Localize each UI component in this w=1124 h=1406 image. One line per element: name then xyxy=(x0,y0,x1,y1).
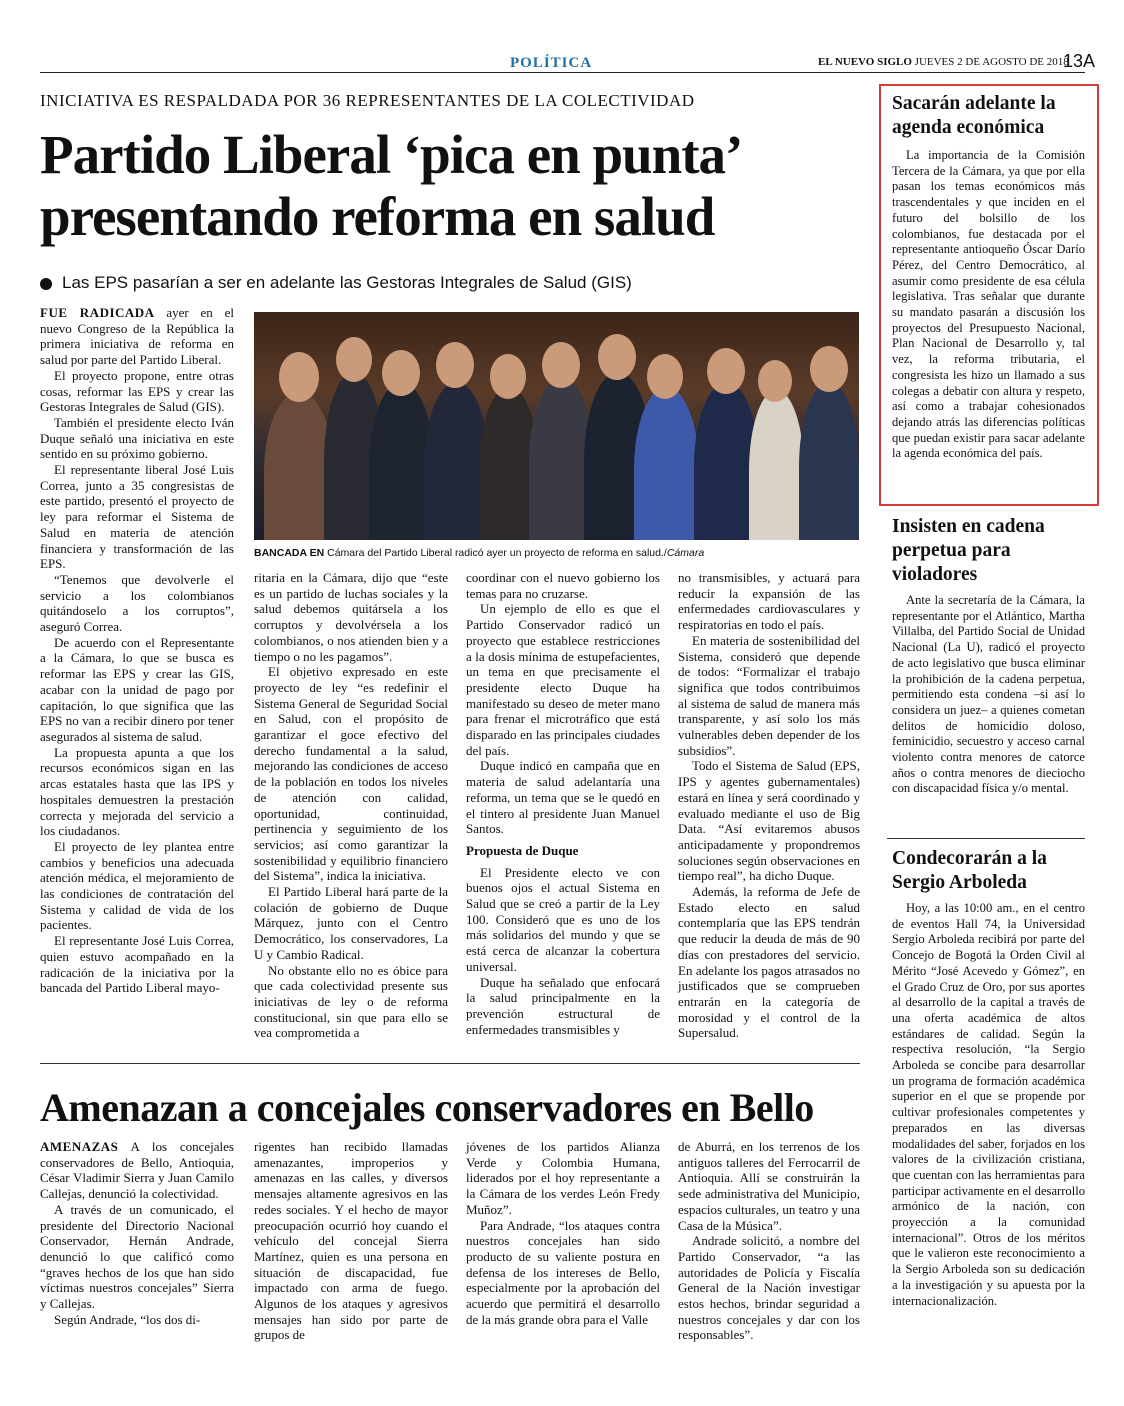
paragraph: El representante José Luis Correa, quien estuvo acompañado en la radicación de la iniciativa por la bancada del Partido Liberal mayo- xyxy=(40,933,234,996)
photo-caption xyxy=(254,547,704,559)
caption-lead: BANCADA EN xyxy=(254,547,325,559)
bello-column-2 xyxy=(254,1139,448,1343)
main-column-4 xyxy=(678,570,860,1041)
paragraph: El objetivo expresado en este proyecto de ley “es redefinir el Sistema General de Seguridad Social en Salud, con el propósito de garantizar el goce efectivo del derecho fundamental a la salud, mejorando las condiciones de acceso de la población en todos los niveles de atención con calidad, oportunidad, continuidad, pertinencia y seguimiento de los servicios; así como garantizar la sostenibilidad y equilibrio financiero del Sistema”, indica la iniciativa. xyxy=(254,664,448,884)
section-subhead: Propuesta de Duque xyxy=(466,842,579,858)
bello-column-1 xyxy=(40,1139,234,1327)
paragraph: Para Andrade, “los ataques contra nuestros concejales han sido producto de su valiente postura en defensa de los intereses de Bello, especialmente por la aprobación del acuerdo que permitirá el desarrollo de la más grande obra para el Valle xyxy=(466,1217,660,1327)
lead-in: FUE RADICADA xyxy=(40,305,155,320)
main-column-2 xyxy=(254,570,448,1041)
paragraph: FUE RADICADA ayer en el nuevo Congreso de la República la primera iniciativa de reforma en salud por parte del Partido Liberal. xyxy=(40,305,234,368)
paragraph: Según Andrade, “los dos di- xyxy=(54,1311,201,1327)
paragraph: También el presidente electo Iván Duque señaló una iniciativa en este sentido en su próximo gobierno. xyxy=(40,414,234,462)
caption-credit: Cámara xyxy=(666,547,705,559)
header-rule xyxy=(40,72,1085,73)
subhead-text: Las EPS pasarían a ser en adelante las Gestoras Integrales de Salud (GIS) xyxy=(62,273,632,292)
paragraph: El representante liberal José Luis Correa, junto a 35 congresistas de este partido, presentó el proyecto de ley para reformar el Sistema de Salud en materia de atención financiera y transformación de las EPS. xyxy=(40,462,234,572)
paragraph: No obstante ello no es óbice para que cada colectividad presente sus iniciativas de ley o de reforma constitucional, sin que para ello se vea comprometida a xyxy=(254,962,448,1041)
paragraph: Todo el Sistema de Salud (EPS, IPS y agentes gubernamentales) estará en línea y será coordinado y evaluado mediante el uso de Big Data. “Así evitaremos abusos anticipadamente y propondremos soluciones según observaciones en tiempo real”, ha dicho Duque. xyxy=(678,758,860,884)
article-headline: Partido Liberal ‘pica en punta’ presentando reforma en salud xyxy=(40,124,739,247)
main-column-1 xyxy=(40,305,234,996)
paragraph: El Partido Liberal hará parte de la colación de gobierno de Duque Márquez, junto con el Centro Democrático, los conservadores, La U y Cambio Radical. xyxy=(254,884,448,962)
paragraph: En materia de sostenibilidad del Sistema, consideró que depende de todos: “Formalizar el trabajo significa que todos contribuimos al sistema de salud de manera más transparente, y así solo los más vulnerables deben depender de los subsidios”. xyxy=(678,632,860,758)
paragraph: Además, la reforma de Jefe de Estado electo en salud contemplaría que las EPS tendrán que reducir la deuda de más de 90 días con prestadores del servicio. En adelante los pagos atrasados no justificados que se comprueben entrarán en la categoría de morosidad y el control de la Supersalud. xyxy=(678,884,860,1041)
sidebar-text-3: Hoy, a las 10:00 am., en el centro de eventos Hall 74, la Universidad Sergio Arboleda recibirá por parte del Concejo de Bogotá la Orden Civil al Mérito “José Acevedo y Gómez”, en el Grado Cruz de Oro, por sus aportes al desarrollo de la capital a través de una oferta académica de altos estándares de calidad. Según la respectiva resolución, “la Sergio Arboleda se concibe para desarrollar un programa de formación académica superior en el que se propende por cultivar profesionales competentes y preparados en las diversas modalidades del saber, forjados en los valores de la civilización cristiana, que cuentan con las herramientas para participar activamente en el desarrollo armónico de la nación, con proyección a la comunidad internacional”. Otros de los méritos que le valieron este reconocimiento a la Sergio Arboleda son su dedicación a la investigación y su apuesta por la internacionalización. xyxy=(892,901,1086,1308)
issue-date: JUEVES 2 DE AGOSTO DE 2018 xyxy=(914,56,1069,68)
paragraph: ritaria en la Cámara, dijo que “este es un partido de luchas sociales y la salud debemos quitársela a los corruptos y devolvérsela a los colombianos, o nos atienden bien y a tiempo o no les pagamos”. xyxy=(254,570,448,664)
page-number: 13A xyxy=(1063,51,1096,71)
article-subhead xyxy=(40,273,632,293)
sidebar-text-1: La importancia de la Comisión Tercera de la Cámara, ya que por ella pasan los temas económicos más trascendentales y que inciden en el futuro del bolsillo de los colombianos, fue destacada por el representante antioqueño Óscar Darío Pérez, del Centro Democrático, al asumir como presidente de esa célula legislativa. Tras señalar que durante su mandato pasarán a discusión los proyectos del Presupuesto Nacional, Plan Nacional de Desarrollo y, tal vez, la reforma tributaria, el congresista les hizo un llamado a sus colegas a debatir con altura y respeto, así como a trabajar cohesionados dejando atrás las diferencias políticas que puedan existir para sacar adelante la agenda económica del país. xyxy=(892,148,1085,461)
paragraph: Andrade solicitó, a nombre del Partido Conservador, “a las autoridades de Policía y Fiscalía General de la Nación investigar estos hechos, brindar seguridad a nuestros concejales y dar con los responsables”. xyxy=(678,1233,860,1343)
caption-text: Cámara del Partido Liberal radicó ayer un proyecto de reforma en salud./ xyxy=(327,547,667,559)
bullet-icon xyxy=(40,278,52,290)
paragraph: rigentes han recibido llamadas amenazantes, improperios y amenazas en las calles, y diversos mensajes altamente agresivos en las redes sociales. Y el hecho de mayor preocupación ocurrió hoy cuando el vehículo del concejal Sierra Martínez, quien es una persona en situación de discapacidad, fue impactado con arma de fuego. Algunos de los ataques y agresivos mensajes han sido por parte de grupos de xyxy=(254,1139,448,1343)
sidebar-headline-2: Insisten en cadena perpetua para violadores xyxy=(892,516,1045,585)
paragraph: jóvenes de los partidos Alianza Verde y Colombia Humana, liderados por el hoy representante a la Cámara de los verdes León Fredy Muñoz”. xyxy=(466,1139,660,1217)
bello-headline: Amenazan a concejales conservadores en Bello xyxy=(40,1085,814,1130)
bello-column-3 xyxy=(466,1139,660,1327)
paragraph: Duque ha señalado que enfocará la salud principalmente en la prevención estructural de enfermedades transmisibles y xyxy=(466,974,660,1037)
paragraph: de Aburrá, en los terrenos de los antiguos talleres del Ferrocarril de Antioquia. Allí se construirán la sede administrativa del Municipio, espacios culturales, un teatro y una Casa de la Música”. xyxy=(678,1139,860,1233)
paragraph: El Presidente electo ve con buenos ojos el actual Sistema en Salud que se creó a partir de la Ley 100. Consideró que es uno de los más solidarios del mundo y que se está cerca de alcanzar la cobertura universal. xyxy=(466,864,660,974)
lead-in: AMENAZAS xyxy=(40,1139,119,1154)
sidebar-headline-3: Condecorarán a la Sergio Arboleda xyxy=(892,848,1047,893)
paragraph: De acuerdo con el Representante a la Cámara, lo que se busca es reformar las EPS y crear las GIS, acabar con la unidad de pago por capitación, lo que significa que las EPS no van a recibir dinero por tener asegurados al sistema de salud. xyxy=(40,634,234,744)
paragraph: coordinar con el nuevo gobierno los temas para no cruzarse. xyxy=(466,570,660,601)
bello-column-4 xyxy=(678,1139,860,1343)
sidebar-divider xyxy=(887,838,1085,839)
section-divider xyxy=(40,1063,860,1064)
paragraph: El proyecto propone, entre otras cosas, reformar las EPS y crear las Gestoras Integrales de Salud (GIS). xyxy=(40,367,234,415)
paragraph: A través de un comunicado, el presidente del Directorio Nacional Conservador, Hernán Andrade, denunció lo que calificó como “graves hechos de los que han sido víctimas nuestros concejales” Sierra y Callejas. xyxy=(40,1201,234,1312)
paragraph: “Tenemos que devolverle el servicio a los colombianos quitándoselo a los corruptos”, aseguró Correa. xyxy=(40,571,234,635)
paragraph: El proyecto de ley plantea entre cambios y beneficios una adecuada atención médica, el mejoramiento de las condiciones de contratación del Sistema y calidad de vida de los pacientes. xyxy=(40,838,234,933)
paragraph: no transmisibles, y actuará para reducir la expansión de las enfermedades cardiovasculares y respiratorias en todo el país. xyxy=(678,570,860,633)
sidebar-text-2: Ante la secretaría de la Cámara, la representante por el Atlántico, Martha Villalba, del Partido Social de Unidad Nacional (La U), radicó el proyecto de acto legislativo que busca eliminar la prohibición de la cadena perpetua, permitiendo esta condena –si así lo considera un juez– a quienes cometan delitos de homicidio doloso, feminicidio, secuestro y acceso carnal violento contra menores de catorce años o contra menores de dieciocho con discapacidad física y/o mental. xyxy=(892,593,1085,796)
article-photo xyxy=(254,312,859,540)
paragraph: Duque indicó en campaña que en materia de salud adelantaría una reforma, un tema que se le quedó en el tintero al presidente Juan Manuel Santos. xyxy=(466,758,660,837)
paragraph: La propuesta apunta a que los recursos económicos sigan en las arcas estatales hasta que las IPS y hospitales demuestren la prestación correcta y mejorada del servicio a los ciudadanos. xyxy=(40,744,234,839)
paragraph: Un ejemplo de ello es que el Partido Conservador radicó un proyecto que establece restricciones a la dosis mínima de estupefacientes, un tema en que precisamente el presidente electo Duque ha manifestado su deseo de meter mano para frenar el microtráfico que está disparado en las principales ciudades del país. xyxy=(466,601,660,758)
paper-name: EL NUEVO SIGLO xyxy=(818,56,912,68)
masthead xyxy=(818,56,1069,68)
section-label: POLÍTICA xyxy=(510,55,593,71)
paragraph: AMENAZAS A los concejales conservadores de Bello, Antioquia, César Vladimir Sierra y Juan Camilo Callejas, denunció la colectividad. xyxy=(40,1139,234,1202)
article-kicker: INICIATIVA ES RESPALDADA POR 36 REPRESENTANTES DE LA COLECTIVIDAD xyxy=(40,91,695,110)
sidebar-headline-1: Sacarán adelante la agenda económica xyxy=(892,93,1056,138)
main-column-3 xyxy=(466,570,660,1037)
